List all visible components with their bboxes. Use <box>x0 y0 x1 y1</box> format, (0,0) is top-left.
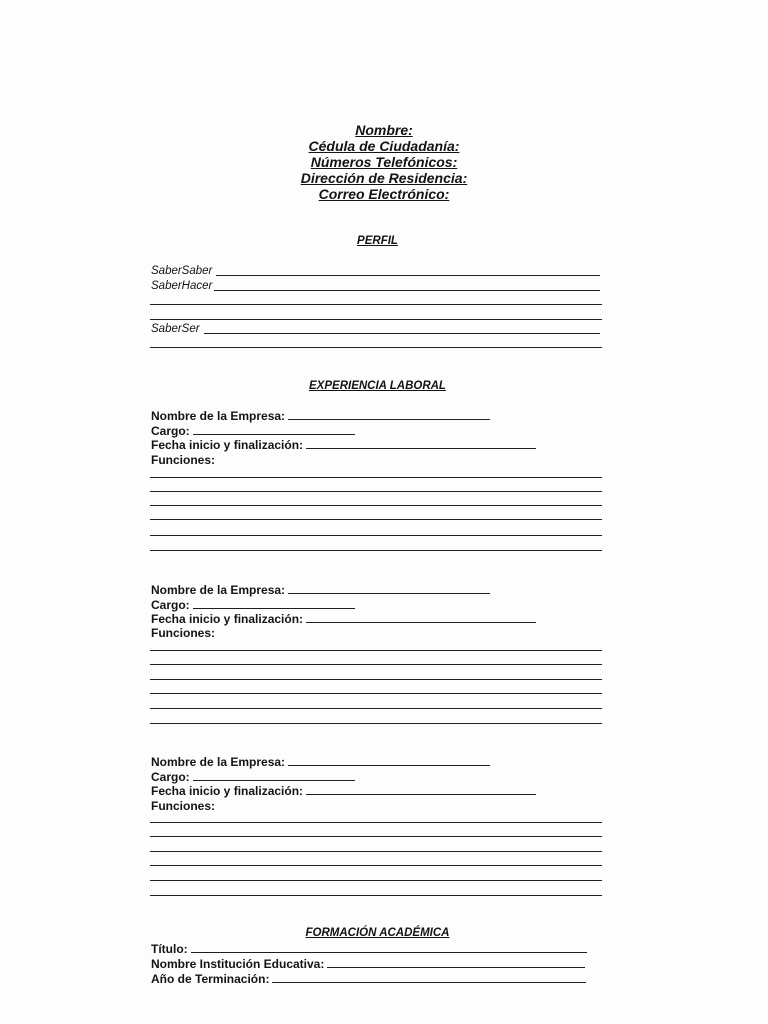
funciones-label: Funciones: <box>151 453 216 467</box>
experiencia-title: EXPERIENCIA LABORAL <box>309 380 446 392</box>
funciones-field-2 <box>151 626 215 641</box>
funciones-line[interactable] <box>150 477 602 478</box>
funciones-line[interactable] <box>150 895 602 896</box>
id-label: Cédula de Ciudadanía: <box>308 138 460 154</box>
funciones-label: Funciones: <box>151 799 216 813</box>
cargo-field-3 <box>151 770 355 785</box>
name-label: Nombre: <box>355 122 413 138</box>
funciones-line[interactable] <box>150 693 602 694</box>
titulo-input[interactable] <box>191 942 587 953</box>
saber-hacer-line[interactable] <box>214 290 600 291</box>
empresa-input[interactable] <box>288 583 490 594</box>
titulo-label: Título: <box>151 942 188 956</box>
cargo-input[interactable] <box>193 770 355 781</box>
empresa-field-2 <box>151 583 490 598</box>
empresa-label: Nombre de la Empresa: <box>151 755 286 769</box>
empresa-input[interactable] <box>288 409 490 420</box>
cargo-label: Cargo: <box>151 424 190 438</box>
funciones-line[interactable] <box>150 535 602 536</box>
funciones-line[interactable] <box>150 505 602 506</box>
fecha-field-2 <box>151 612 536 627</box>
formacion-title: FORMACIÓN ACADÉMICA <box>305 927 450 939</box>
funciones-line[interactable] <box>150 550 602 551</box>
funciones-field-1 <box>151 453 215 468</box>
institucion-input[interactable] <box>327 957 585 968</box>
cargo-input[interactable] <box>193 424 355 435</box>
funciones-label: Funciones: <box>151 626 216 640</box>
funciones-line[interactable] <box>150 836 602 837</box>
funciones-line[interactable] <box>150 865 602 866</box>
phones-label: Números Telefónicos: <box>310 154 458 170</box>
address-label: Dirección de Residencia: <box>300 170 468 186</box>
anio-field <box>151 972 586 987</box>
fecha-label: Fecha inicio y finalización: <box>151 438 304 452</box>
empresa-label: Nombre de la Empresa: <box>151 583 286 597</box>
fecha-field-3 <box>151 784 536 799</box>
saber-saber-label: SaberSaber <box>151 265 213 277</box>
empresa-field-3 <box>151 755 490 770</box>
saber-ser-line[interactable] <box>204 333 600 334</box>
empresa-input[interactable] <box>288 755 490 766</box>
anio-label: Año de Terminación: <box>151 972 270 986</box>
funciones-line[interactable] <box>150 519 602 520</box>
funciones-line[interactable] <box>150 723 602 724</box>
cargo-field-1 <box>151 424 355 439</box>
funciones-line[interactable] <box>150 880 602 881</box>
fecha-input[interactable] <box>306 612 536 623</box>
saber-saber-line[interactable] <box>216 275 600 276</box>
funciones-line[interactable] <box>150 708 602 709</box>
funciones-field-3 <box>151 799 215 814</box>
perfil-line[interactable] <box>150 319 602 320</box>
anio-input[interactable] <box>272 972 586 983</box>
personal-info-header <box>0 122 768 202</box>
funciones-line[interactable] <box>150 679 602 680</box>
perfil-line[interactable] <box>150 347 602 348</box>
empresa-field-1 <box>151 409 490 424</box>
empresa-label: Nombre de la Empresa: <box>151 409 286 423</box>
titulo-field <box>151 942 587 957</box>
cargo-input[interactable] <box>193 598 355 609</box>
funciones-line[interactable] <box>150 491 602 492</box>
fecha-input[interactable] <box>306 438 536 449</box>
cargo-label: Cargo: <box>151 770 190 784</box>
funciones-line[interactable] <box>150 851 602 852</box>
cargo-label: Cargo: <box>151 598 190 612</box>
perfil-title: PERFIL <box>357 235 398 247</box>
fecha-label: Fecha inicio y finalización: <box>151 784 304 798</box>
funciones-line[interactable] <box>150 664 602 665</box>
funciones-line[interactable] <box>150 650 602 651</box>
saber-hacer-label: SaberHacer <box>151 280 213 292</box>
saber-ser-label: SaberSer <box>151 323 200 335</box>
cargo-field-2 <box>151 598 355 613</box>
fecha-label: Fecha inicio y finalización: <box>151 612 304 626</box>
fecha-field-1 <box>151 438 536 453</box>
institucion-label: Nombre Institución Educativa: <box>151 957 325 971</box>
fecha-input[interactable] <box>306 784 536 795</box>
email-label: Correo Electrónico: <box>318 186 450 202</box>
funciones-line[interactable] <box>150 822 602 823</box>
institucion-field <box>151 957 585 972</box>
perfil-line[interactable] <box>150 304 602 305</box>
